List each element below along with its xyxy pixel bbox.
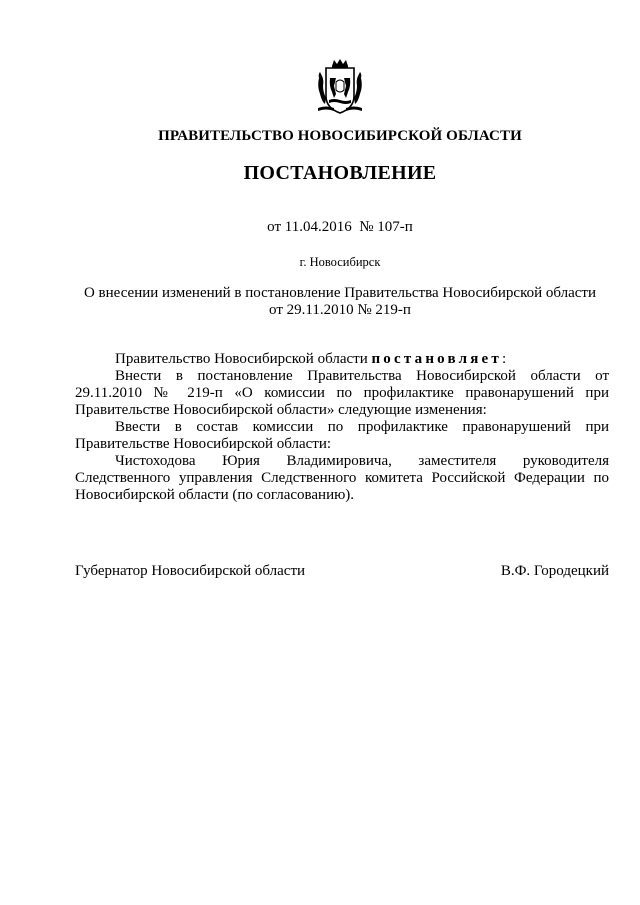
document-body (75, 351, 609, 504)
decree-paragraph (75, 351, 609, 368)
signatory-name: В.Ф. Городецкий (500, 563, 609, 579)
signatory-position: Губернатор Новосибирской области (75, 563, 306, 579)
subject-line-1: О внесении изменений в постановление Правительства Новосибирской области (83, 285, 597, 301)
decree-prefix: Правительство Новосибирской области (115, 351, 372, 367)
government-title: ПРАВИТЕЛЬСТВО НОВОСИБИРСКОЙ ОБЛАСТИ (158, 128, 522, 144)
decree-suffix: : (501, 351, 507, 367)
document-subject (60, 285, 620, 319)
body-paragraph-2: Ввести в состав комиссии по профилактике правонарушений при Правительстве Новосибирской области: (75, 419, 609, 452)
document-number: от 11.04.2016 № 107-п (267, 219, 413, 235)
body-paragraph-3: Чистоходова Юрия Владимировича, заместителя руководителя Следственного управления Следственного комитета Российской Федерации по Новосибирской области (по согласованию). (75, 453, 609, 503)
signature-block (75, 563, 609, 580)
decree-word: постановляет (371, 351, 502, 367)
subject-line-2: от 29.11.2010 № 219-п (269, 302, 411, 318)
body-paragraph-1: Внести в постановление Правительства Новосибирской области от 29.11.2010 № 219-п «О комиссии по профилактике правонарушений при Правительстве Новосибирской области» следующие изменения: (75, 368, 609, 418)
novosibirsk-coat-of-arms-icon (316, 58, 364, 116)
document-type: ПОСТАНОВЛЕНИЕ (243, 162, 437, 184)
document-city: г. Новосибирск (299, 255, 381, 269)
